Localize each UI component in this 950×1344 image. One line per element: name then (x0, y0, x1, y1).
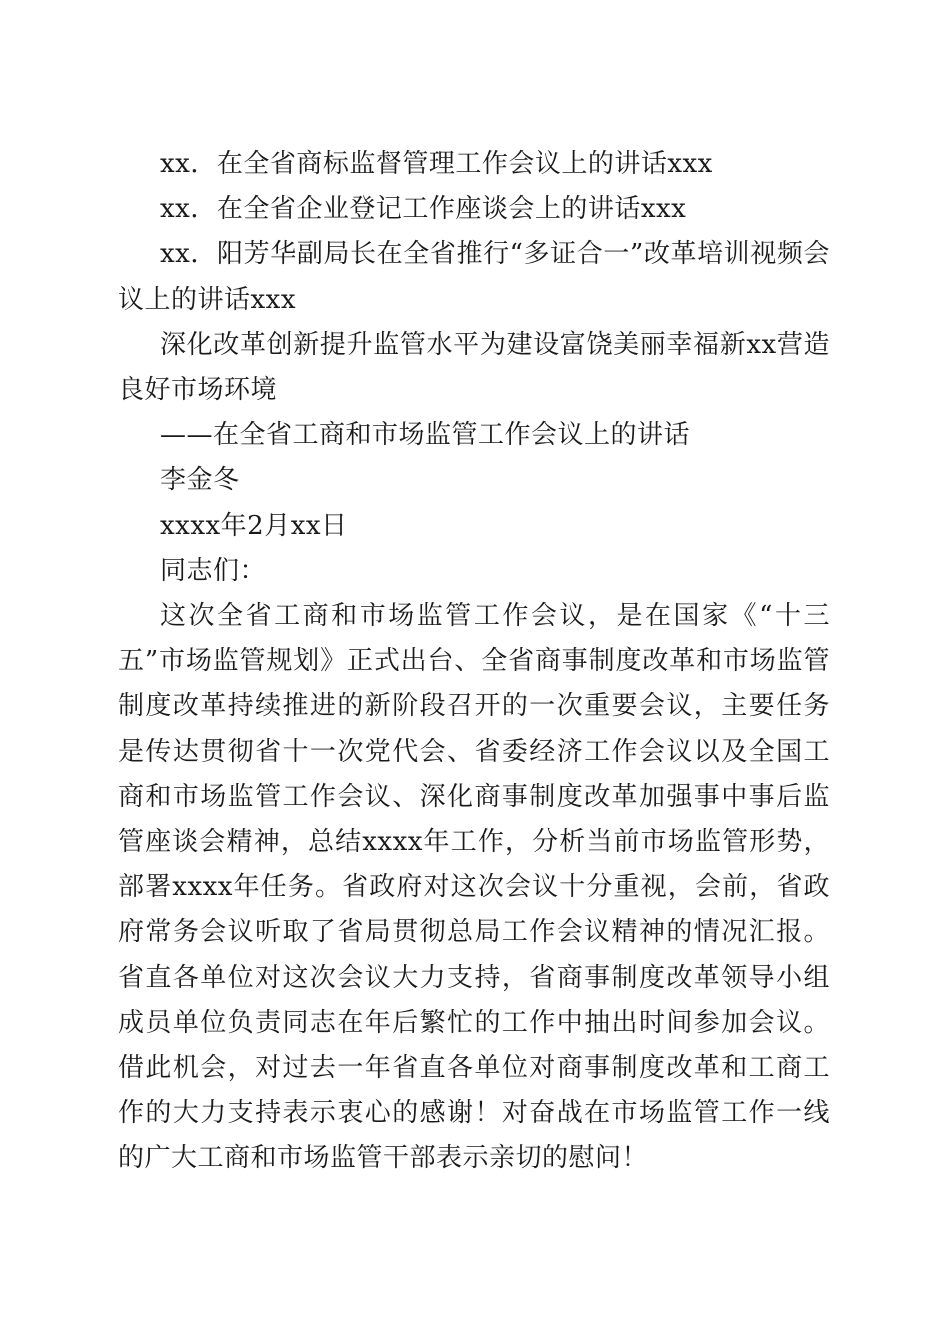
speech-title: 深化改革创新提升监管水平为建设富饶美丽幸福新xx营造良好市场环境 (118, 329, 830, 406)
paragraph-multi-certificate-speech: xx．阳芳华副局长在全省推行“多证合一”改革培训视频会议上的讲话xxx (118, 239, 830, 315)
salutation: 同志们： (160, 555, 267, 586)
document-body (118, 142, 830, 1182)
paragraph-enterprise-registration-speech: xx．在全省企业登记工作座谈会上的讲话xxx (160, 194, 687, 225)
speech-date: xxxx年2月xx日 (160, 510, 348, 541)
speech-subtitle: ——在全省工商和市场监管工作会议上的讲话 (160, 420, 691, 451)
body-paragraph: 这次全省工商和市场监管工作会议，是在国家《“十三五”市场监管规划》正式出台、全省商事制度改革和市场监管制度改革持续推进的新阶段召开的一次重要会议，主要任务是传达贯彻省十一次党代会、省委经济工作会议以及全国工商和市场监管工作会议、深化商事制度改革加强事中事后监管座谈会精神，总结xxxx年工作，分析当前市场监管形势，部署xxxx年任务。省政府对这次会议十分重视，会前，省政府常务会议听取了省局贯彻总局工作会议精神的情况汇报。省直各单位对这次会议大力支持，省商事制度改革领导小组成员单位负责同志在年后繁忙的工作中抽出时间参加会议。借此机会，对过去一年省直各单位对商事制度改革和工商工作的大力支持表示衷心的感谢！对奋战在市场监管工作一线的广大工商和市场监管干部表示亲切的慰问！ (118, 601, 830, 1174)
speaker-name: 李金冬 (160, 465, 240, 496)
paragraph-trademark-meeting-speech: xx．在全省商标监督管理工作会议上的讲话xxx (160, 149, 713, 179)
